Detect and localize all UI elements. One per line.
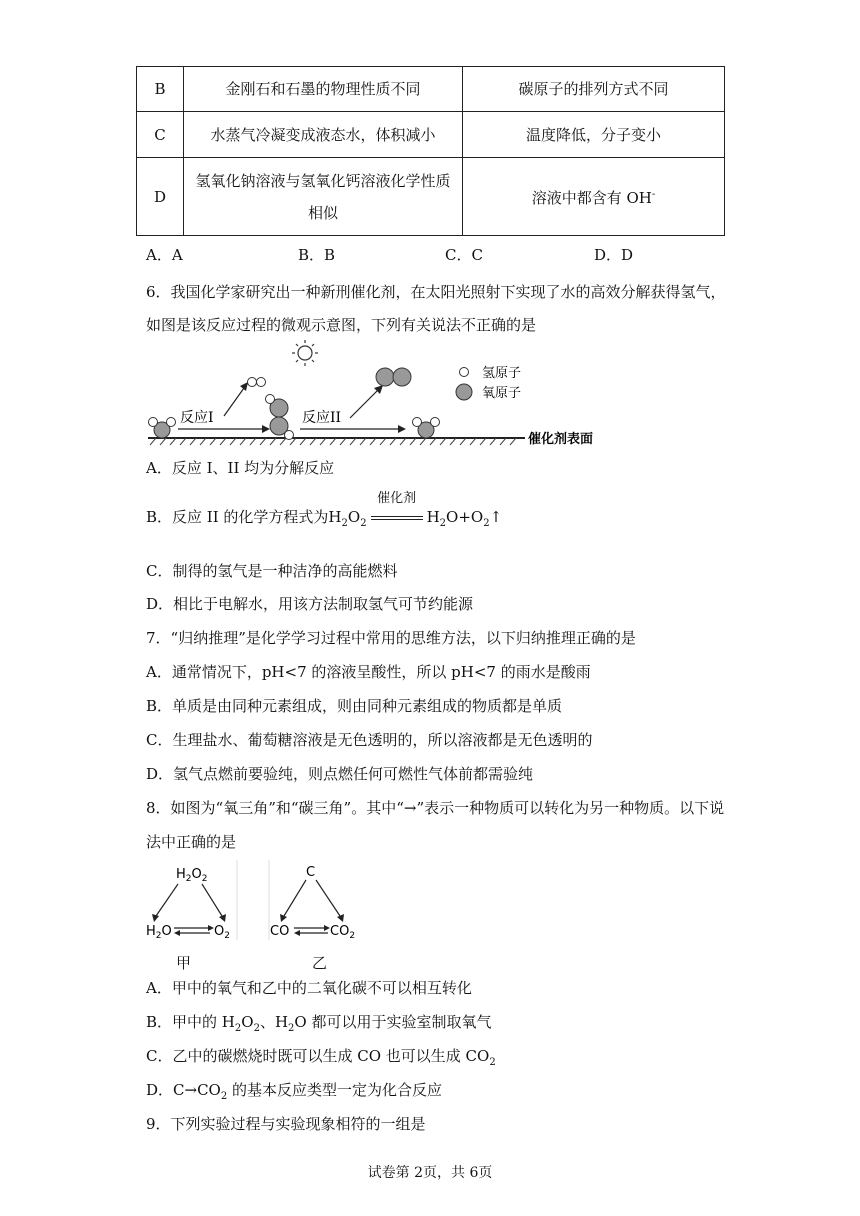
- carbon-triangle-diagram: [266, 858, 366, 942]
- node-co: CO: [270, 924, 290, 939]
- surface-label: 催化剂表面: [528, 432, 594, 447]
- q7-option-a: A．通常情况下，pH<7 的溶液呈酸性，所以 pH<7 的雨水是酸雨: [146, 663, 591, 681]
- row-explain: 碳原子的排列方式不同: [463, 67, 725, 112]
- q6-stem-line2: 如图是该反应过程的微观示意图，下列有关说法不正确的是: [146, 316, 537, 334]
- q6-option-a: A．反应 I、II 均为分解反应: [146, 459, 335, 477]
- q6-option-c: C．制得的氢气是一种洁净的高能燃料: [146, 562, 398, 580]
- hydrogen-peroxide-molecule: [266, 395, 294, 440]
- q5-option-d: D．D: [594, 246, 634, 264]
- q8-option-b-prefix: B．甲中的 H: [146, 1013, 235, 1031]
- oxygen-triangle-diagram: [144, 858, 240, 942]
- q6-stem-line1: 6．我国化学家研究出一种新刑催化剂，在太阳光照射下实现了水的高效分解获得氢气，: [146, 283, 726, 301]
- node-h2o2: $H_2O_2$: [176, 867, 208, 884]
- catalyst-label: 催化剂: [377, 491, 417, 506]
- q7-stem: 7．“归纳推理”是化学学习过程中常用的思维方法，以下归纳推理正确的是: [146, 629, 636, 647]
- row-label: D: [137, 158, 184, 236]
- q8-option-d-prefix: D．C→CO: [146, 1081, 221, 1099]
- reaction-diagram: [140, 338, 620, 454]
- sun-icon: [292, 340, 318, 366]
- row-label: B: [137, 67, 184, 112]
- oxygen-molecule: [376, 368, 411, 386]
- q8-option-b-suffix: 都可以用于实验室制取氧气: [306, 1013, 492, 1031]
- hydrogen-atom-legend-icon: [460, 368, 469, 377]
- q5-option-c: C．C: [445, 246, 483, 264]
- q5-option-b: B．B: [298, 246, 336, 264]
- q9-stem: 9．下列实验过程与实验现象相符的一组是: [146, 1115, 426, 1133]
- water-molecule: [149, 418, 176, 439]
- node-c: C: [306, 865, 316, 880]
- q6-eq-reactant: $H_2O_2$: [328, 508, 367, 529]
- label-yi: 乙: [312, 954, 328, 972]
- node-o2: $O_2$: [214, 924, 230, 941]
- label-jia: 甲: [176, 954, 192, 972]
- row-label: C: [137, 112, 184, 158]
- q7-option-d: D．氢气点燃前要验纯，则点燃任何可燃性气体前都需验纯: [146, 765, 534, 783]
- q6-option-d: D．相比于电解水，用该方法制取氢气可节约能源: [146, 595, 474, 613]
- q8-stem-line1: 8．如图为“氧三角”和“碳三角”。其中“→”表示一种物质可以转化为另一种物质。以下说: [146, 799, 725, 817]
- q8-option-b: B．甲中的 $H_2O_2$、$H_2O$ 都可以用于实验室制取氧气: [146, 1013, 492, 1034]
- surface-hatch: [150, 438, 516, 445]
- equals-sign: [371, 516, 423, 520]
- q5-option-a: A．A: [146, 246, 183, 264]
- q6-option-b: [146, 491, 503, 534]
- q6-option-b-prefix: B．反应 II 的化学方程式为: [146, 508, 329, 526]
- page-footer: 试卷第 2页，共 6页: [367, 1165, 493, 1181]
- q8-option-d-suffix: 的基本反应类型一定为化合反应: [232, 1081, 443, 1099]
- reaction2-label: 反应II: [302, 410, 342, 426]
- row-fact-line2: 相似: [307, 203, 338, 222]
- q8-option-c: C．乙中的碳燃烧时既可以生成 CO 也可以生成 $CO_2$: [146, 1047, 496, 1068]
- reaction1-label: 反应I: [180, 410, 214, 426]
- water-molecule: [413, 418, 440, 439]
- q7-option-b: B．单质是由同种元素组成，则由同种元素组成的物质都是单质: [146, 697, 563, 715]
- q8-option-d: D．$C\to CO_2$ 的基本反应类型一定为化合反应: [146, 1081, 443, 1102]
- table-row: [137, 158, 725, 236]
- row-explain-sup: -: [651, 189, 656, 200]
- h2-arrow: [224, 388, 244, 416]
- row-explain-main: 溶液中都含有 OH: [531, 189, 652, 207]
- q6-eq-condition: [369, 491, 425, 527]
- legend-hydrogen: 氢原子: [482, 366, 522, 381]
- answer-table: [136, 66, 725, 236]
- row-fact: 水蒸气冷凝变成液态水，体积减小: [184, 112, 463, 158]
- q7-option-c: C．生理盐水、葡萄糖溶液是无色透明的，所以溶液都是无色透明的: [146, 731, 593, 749]
- table-row: [137, 67, 725, 112]
- row-explain: 温度降低，分子变小: [463, 112, 725, 158]
- o2-arrow: [350, 390, 378, 418]
- row-fact: [184, 158, 463, 236]
- q8-option-c-text: C．乙中的碳燃烧时既可以生成 CO 也可以生成 CO: [146, 1047, 490, 1065]
- oxygen-atom-legend-icon: [456, 384, 472, 400]
- node-h2o: $H_2O$: [146, 924, 172, 941]
- hydrogen-molecule: [248, 378, 266, 387]
- q8-stem-line2: 法中正确的是: [146, 833, 237, 851]
- row-explain: [463, 158, 725, 236]
- legend-oxygen: 氧原子: [482, 386, 522, 401]
- row-fact: 金刚石和石墨的物理性质不同: [184, 67, 463, 112]
- q6-eq-products: $H_2O+O_2↑$: [426, 508, 503, 529]
- q8-option-a: A．甲中的氧气和乙中的二氧化碳不可以相互转化: [146, 979, 472, 997]
- row-fact-line1: 氢氧化钠溶液与氢氧化钙溶液化学性质: [195, 171, 451, 190]
- node-co2: $CO_2$: [330, 924, 356, 941]
- table-row: [137, 112, 725, 158]
